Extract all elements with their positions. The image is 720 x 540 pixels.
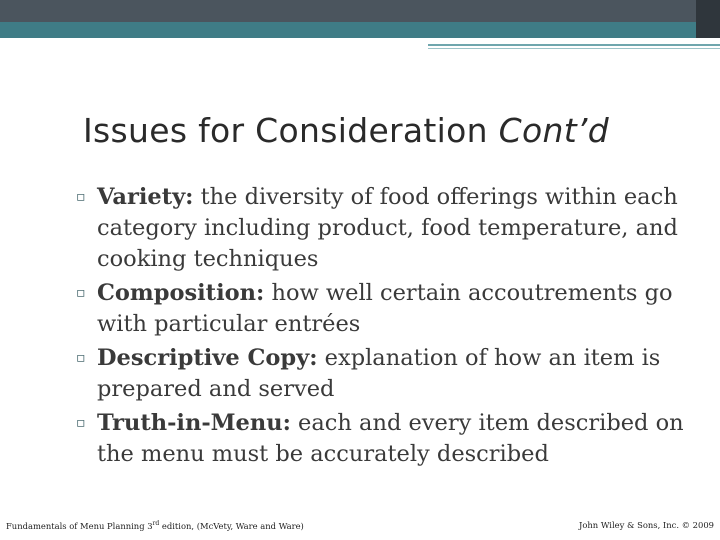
accent-line-thin [428,48,720,49]
bullet-term: Variety: [97,184,194,210]
slide-title-main: Issues for Consideration [83,111,488,150]
bullet-square-icon: ▫ [76,415,86,431]
footer-citation [6,520,304,531]
footer-copyright: John Wiley & Sons, Inc. © 2009 [579,520,714,530]
footer-citation-sup: rd [152,520,160,527]
bullet-text: each and every item described on the menu must be accurately described [97,410,684,467]
header-bar [0,0,720,22]
bullet-square-icon: ▫ [76,189,86,205]
slide-title [83,111,703,150]
accent-line [428,44,720,46]
header-corner-block [696,0,720,38]
bullet-term: Descriptive Copy: [97,345,318,371]
bullet-term: Truth-in-Menu: [97,410,291,436]
bullet-item [76,408,707,470]
bullet-square-icon: ▫ [76,285,86,301]
bullet-item [76,182,707,275]
bullet-term: Composition: [97,280,265,306]
bullet-text: the diversity of food offerings within each category including product, food temperature, and cooking techniques [97,184,678,272]
bullet-text: explanation of how an item is prepared and served [97,345,661,402]
bullet-item [76,343,707,405]
bullet-item [76,278,707,340]
bullet-square-icon: ▫ [76,350,86,366]
footer-citation-post: edition, (McVety, Ware and Ware) [159,520,304,531]
slide-title-italic: Cont’d [498,111,609,150]
header-teal-band [0,22,720,38]
footer-citation-pre: Fundamentals of Menu Planning 3 [6,520,153,531]
bullet-list [76,182,707,470]
bullet-text: how well certain accoutrements go with particular entrées [97,280,673,337]
